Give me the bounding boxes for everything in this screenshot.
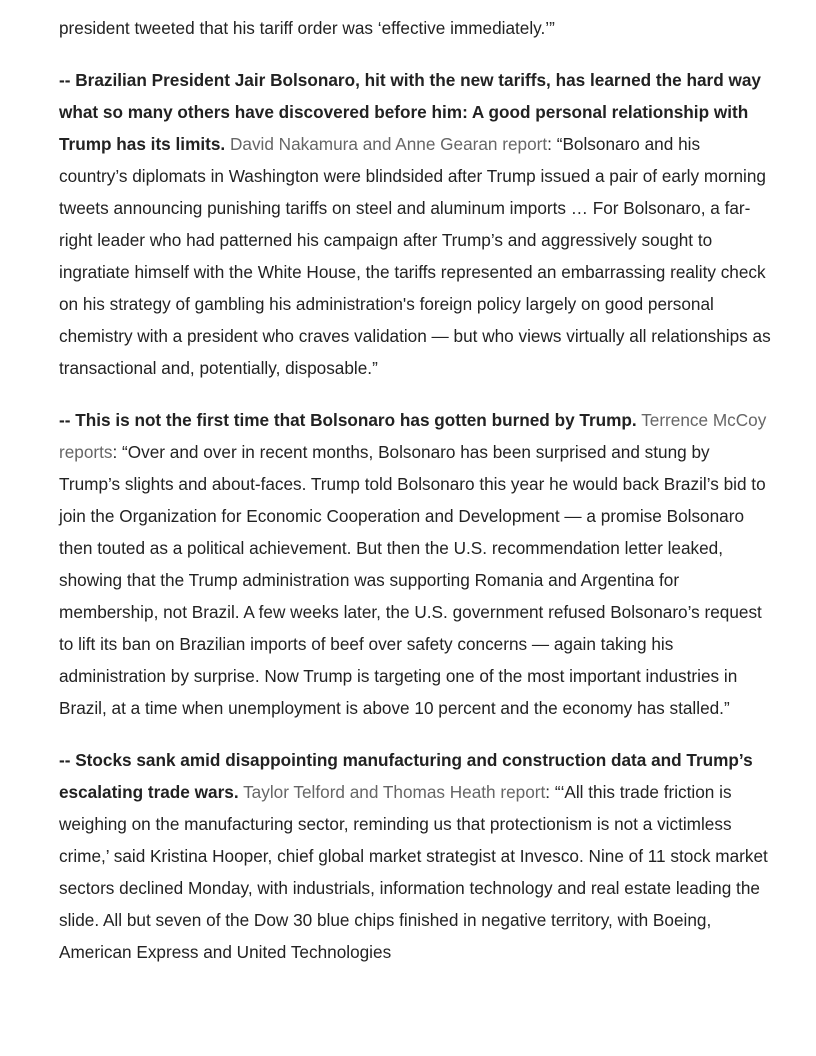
paragraph-text: president tweeted that his tariff order was ‘effective immediately.’” [59,18,555,38]
paragraph-stocks-sank [59,744,771,968]
paragraph-bolsonaro-burned [59,404,771,724]
paragraph-bolsonaro-tariffs [59,64,771,384]
byline-link[interactable]: David Nakamura and Anne Gearan report [229,134,548,154]
paragraph-text: : “‘All this trade friction is weighing on the manufacturing sector, reminding us that protectionism is not a victimless crime,’ said Kristina Hooper, chief global market strategist at Invesco. Nine of 11 stock market sectors declined Monday, with industrials, information technology and real estate leading the slide. All but seven of the Dow 30 blue chips finished in negative territory, with Boeing, American Express and United Technologies [59,782,768,962]
paragraph-headline: -- Stocks sank amid disappointing manufacturing and construction data and Trump’s escalating trade wars. [59,750,753,802]
paragraph-headline: -- This is not the first time that Bolsonaro has gotten burned by Trump. [59,410,637,430]
byline-link[interactable]: Taylor Telford and Thomas Heath report [243,782,546,802]
paragraph-text: : “Bolsonaro and his country’s diplomats in Washington were blindsided after Trump issued a pair of early morning tweets announcing punishing tariffs on steel and aluminum imports … For Bolsonaro, a far-right leader who had patterned his campaign after Trump’s and aggressively sought to ingratiate himself with the White House, the tariffs represented an embarrassing reality check on his strategy of gambling his administration's foreign policy largely on good personal chemistry with a president who craves validation — but who views virtually all relationships as transactional and, potentially, disposable.” [59,134,771,378]
paragraph-headline: -- Brazilian President Jair Bolsonaro, hit with the new tariffs, has learned the hard way what so many others have discovered before him: A good personal relationship with Trump has its limits. [59,70,761,154]
paragraph-text: : “Over and over in recent months, Bolsonaro has been surprised and stung by Trump’s slights and about-faces. Trump told Bolsonaro this year he would back Brazil’s bid to join the Organization for Economic Cooperation and Development — a promise Bolsonaro then touted as a political achievement. But then the U.S. recommendation letter leaked, showing that the Trump administration was supporting Romania and Argentina for membership, not Brazil. A few weeks later, the U.S. government refused Bolsonaro’s request to lift its ban on Brazilian imports of beef over safety concerns — again taking his administration by surprise. Now Trump is targeting one of the most important industries in Brazil, at a time when unemployment is above 10 percent and the economy has stalled.” [59,442,766,718]
paragraph-continuation [59,12,771,44]
byline-link[interactable]: Terrence McCoy reports [59,410,767,462]
article-body [59,12,771,988]
